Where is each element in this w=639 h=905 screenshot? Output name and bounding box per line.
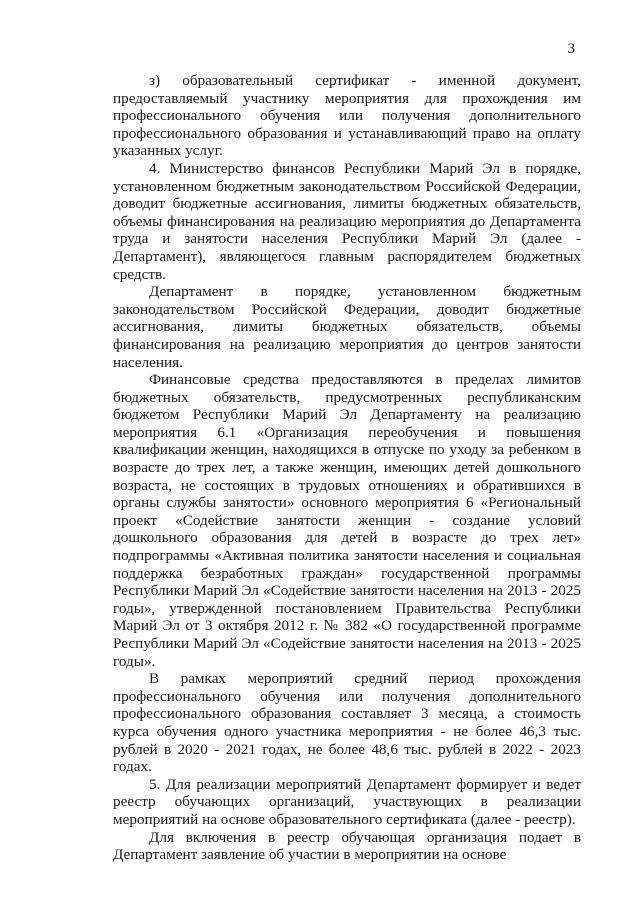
paragraph-training-period-cost: В рамках мероприятий средний период прохождения профессионального обучения или получения дополнительного профессионального образования составляет 3 месяца, а стоимость курса обучения одного участника мероприятия - не более 46,3 тыс. рублей в 2020 - 2021 годах, не более 48,6 тыс. рублей в 2022 - 2023 годах. xyxy=(113,670,581,776)
paragraph-4-ministry-finance: 4. Министерство финансов Республики Марий Эл в порядке, установленном бюджетным законодательством Российской Федерации, доводит бюджетные ассигнования, лимиты бюджетных обязательств, объемы финансирования на реализацию мероприятия до Департамента труда и занятости населения Республики Марий Эл (далее - Департамент), являющегося главным распорядителем бюджетных средств. xyxy=(113,159,581,283)
document-body xyxy=(113,72,581,864)
paragraph-5-registry: 5. Для реализации мероприятий Департамент формирует и ведет реестр обучающих организаций, участвующих в реализации мероприятий на основе образовательного сертификата (далее - реестр). xyxy=(113,775,581,828)
paragraph-registry-inclusion: Для включения в реестр обучающая организация подает в Департамент заявление об участии в мероприятии на основе xyxy=(113,828,581,864)
page-number: 3 xyxy=(567,41,575,57)
paragraph-financial-means: Финансовые средства предоставляются в пределах лимитов бюджетных обязательств, предусмотренных республиканским бюджетом Республики Марий Эл Департаменту на реализацию мероприятия 6.1 «Организация переобучения и повышения квалификации женщин, находящихся в отпуске по уходу за ребенком в возрасте до трех лет, а также женщин, имеющих детей дошкольного возраста, не состоящих в трудовых отношениях и обратившихся в органы службы занятости» основного мероприятия 6 «Региональный проект «Содействие занятости женщин - создание условий дошкольного образования для детей в возрасте до трех лет» подпрограммы «Активная политика занятости населения и социальная поддержка безработных граждан» государственной программы Республики Марий Эл «Содействие занятости населения на 2013 - 2025 годы», утвержденной постановлением Правительства Республики Марий Эл от 3 октября 2012 г. № 382 «О государственной программе Республики Марий Эл «Содействие занятости населения на 2013 - 2025 годы». xyxy=(113,371,581,670)
paragraph-certificate-definition: з) образовательный сертификат - именной документ, предоставляемый участнику мероприятия для прохождения им профессионального обучения или получения дополнительного профессионального образования и устанавливающий право на оплату указанных услуг. xyxy=(113,72,581,160)
paragraph-department-allocation: Департамент в порядке, установленном бюджетным законодательством Российской Федерации, доводит бюджетные ассигнования, лимиты бюджетных обязательств, объемы финансирования на реализацию мероприятия до центров занятости населения. xyxy=(113,283,581,371)
